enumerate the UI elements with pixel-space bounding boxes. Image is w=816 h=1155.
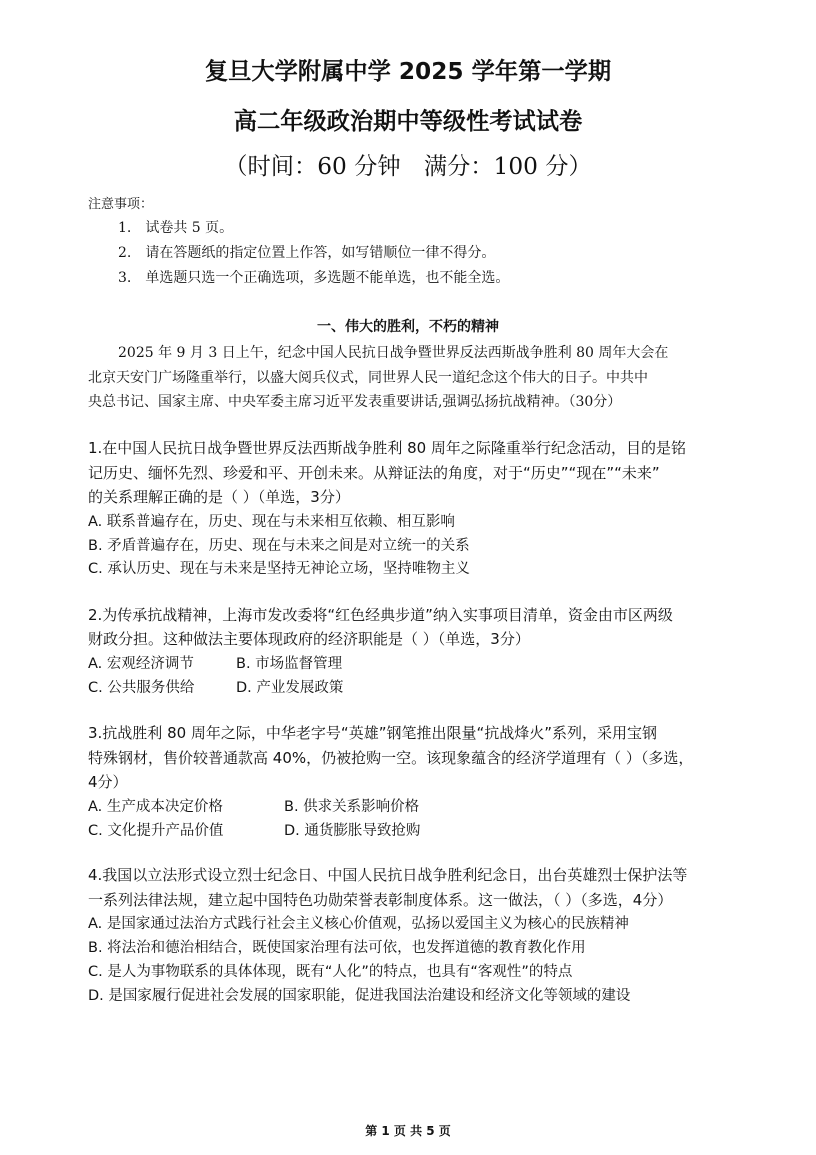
question-4-stem: 4.我国以立法形式设立烈士纪念日、中国人民抗日战争胜利纪念日，出台英雄烈士保护法等: [88, 866, 688, 884]
question-2-option-d: D. 产业发展政策: [236, 680, 344, 696]
section-title: 一、伟大的胜利，不朽的精神: [317, 319, 499, 335]
question-2-option-a: A. 宏观经济调节: [88, 656, 194, 672]
note-item: 3. 单选题只选一个正确选项，多选题不能单选，也不能全选。: [118, 270, 510, 286]
question-4-stem: 一系列法律法规，建立起中国特色功勋荣誉表彰制度体系。这一做法，（ ）（多选，4分）: [88, 891, 673, 909]
question-4-option-a: A. 是国家通过法治方式践行社会主义核心价值观，弘扬以爱国主义为核心的民族精神: [88, 916, 629, 932]
question-3-stem: 3.抗战胜利 80 周年之际，中华老字号“英雄”钢笔推出限量“抗战烽火”系列，采用宝钢: [88, 724, 658, 742]
question-3-option-a: A. 生产成本决定价格: [88, 799, 223, 815]
question-1-option-b: B. 矛盾普遍存在，历史、现在与未来之间是对立统一的关系: [88, 538, 470, 554]
question-3-option-c: C. 文化提升产品价值: [88, 823, 224, 839]
question-2-option-b: B. 市场监督管理: [236, 656, 343, 672]
section-intro-line: 央总书记、国家主席、中央军委主席习近平发表重要讲话,强调弘扬抗战精神。（30分）: [88, 394, 622, 410]
exam-title-subject: 高二年级政治期中等级性考试试卷: [233, 108, 583, 135]
question-1-stem: 1.在中国人民抗日战争暨世界反法西斯战争胜利 80 周年之际隆重举行纪念活动，目的是铭: [88, 439, 686, 457]
notes-heading: 注意事项：: [88, 197, 154, 212]
note-item: 1. 试卷共 5 页。: [118, 220, 234, 236]
question-1-stem: 的关系理解正确的是（ ）（单选，3分）: [88, 488, 350, 506]
section-intro-line: 北京天安门广场隆重举行，以盛大阅兵仪式，同世界人民一道纪念这个伟大的日子。中共中: [88, 370, 648, 386]
question-3-option-b: B. 供求关系影响价格: [284, 799, 420, 815]
question-2-stem: 财政分担。这种做法主要体现政府的经济职能是（ ）（单选，3分）: [88, 630, 530, 648]
question-1-option-c: C. 承认历史、现在与未来是坚持无神论立场，坚持唯物主义: [88, 561, 470, 577]
question-3-stem: 特殊钢材，售价较普通款高 40%，仍被抢购一空。该现象蕴含的经济学道理有（ ）（多选，: [88, 749, 694, 767]
question-2-stem: 2.为传承抗战精神，上海市发改委将“红色经典步道”纳入实事项目清单，资金由市区两级: [88, 606, 673, 624]
question-4-option-d: D. 是国家履行促进社会发展的国家职能，促进我国法治建设和经济文化等领域的建设: [88, 988, 631, 1004]
question-1-stem: 记历史、缅怀先烈、珍爱和平、开创未来。从辩证法的角度，对于“历史”“现在”“未来”: [88, 464, 660, 482]
question-3-stem: 4分）: [88, 773, 128, 791]
question-1-option-a: A. 联系普遍存在，历史、现在与未来相互依赖、相互影响: [88, 514, 455, 530]
exam-title-school: 复旦大学附属中学 2025 学年第一学期: [204, 58, 612, 85]
question-4-option-c: C. 是人为事物联系的具体体现，既有“人化”的特点，也具有“客观性”的特点: [88, 964, 573, 980]
question-3-option-d: D. 通货膨胀导致抢购: [284, 823, 421, 839]
section-intro-line: 2025 年 9 月 3 日上午，纪念中国人民抗日战争暨世界反法西斯战争胜利 80 周年大会在: [118, 345, 669, 361]
note-item: 2. 请在答题纸的指定位置上作答，如写错顺位一律不得分。: [118, 245, 496, 261]
question-2-option-c: C. 公共服务供给: [88, 680, 195, 696]
page-number: 第 1 页 共 5 页: [365, 1124, 451, 1138]
exam-time-score: （时间：60 分钟 满分：100 分）: [224, 153, 592, 180]
question-4-option-b: B. 将法治和德治相结合，既使国家治理有法可依，也发挥道德的教育教化作用: [88, 940, 586, 956]
